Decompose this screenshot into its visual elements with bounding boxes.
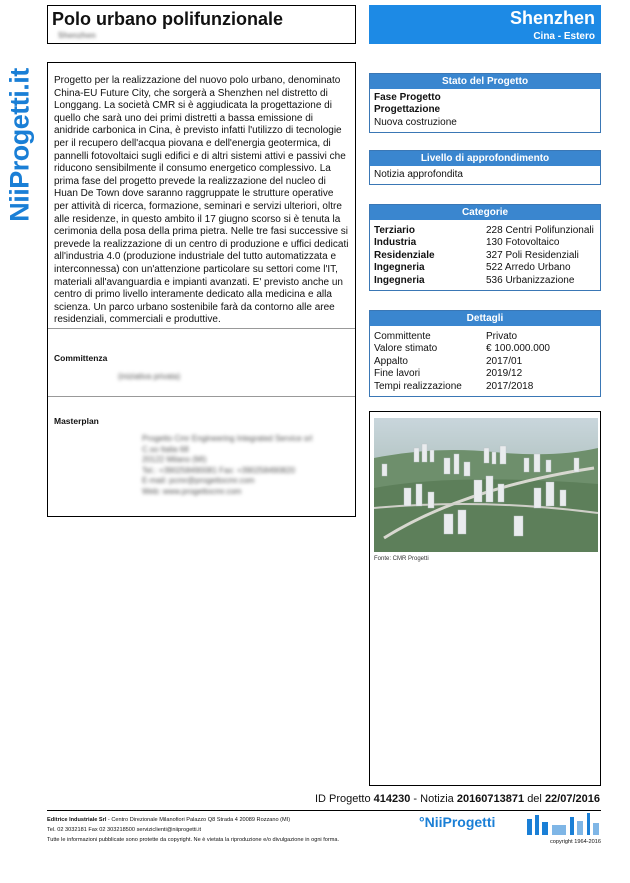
categoria-value: 327 Poli Residenziali	[486, 249, 579, 261]
footer-address: - Centro Direzionale Milanofiori Palazzo Q8 Strada 4 20089 Rozzano (MI)	[106, 817, 291, 823]
masterplan-line: Tel.: +390258490081 Fax: +390258490820	[142, 465, 296, 475]
dettaglio-key: Appalto	[374, 355, 408, 367]
city-name: Shenzhen	[509, 8, 595, 28]
masterplan-line: 20122 Milano (MI)	[142, 455, 207, 464]
dettaglio-value: Privato	[486, 331, 518, 342]
dettaglio-row	[374, 331, 596, 343]
divider	[48, 396, 355, 397]
categoria-row	[374, 262, 596, 274]
dettagli-header: Dettagli	[370, 311, 600, 326]
side-brand-logo: NiiProgetti.it	[4, 68, 35, 222]
skyline-icon	[525, 813, 601, 835]
categoria-value: 228 Centri Polifunzionali	[486, 225, 594, 236]
masterplan-line: Web: www.progettocmr.com	[142, 486, 242, 496]
dettaglio-key: Fine lavori	[374, 368, 421, 380]
categoria-key: Ingegneria	[374, 262, 425, 274]
masterplan-line: E-mail: pcmr@progettocmr.com	[142, 476, 255, 485]
livello-panel	[369, 150, 601, 185]
dettaglio-value: € 100.000.000	[486, 343, 550, 355]
page-footer	[47, 810, 601, 845]
stato-header: Stato del Progetto	[370, 74, 600, 89]
dettaglio-row	[374, 343, 596, 355]
project-place: Shenzhen	[58, 31, 96, 40]
categoria-row	[374, 237, 596, 249]
location-box	[369, 5, 601, 44]
categorie-panel	[369, 204, 601, 291]
photo-caption: Fonte: CMR Progetti	[374, 556, 429, 562]
dettaglio-key: Committente	[374, 331, 431, 342]
committenza-value: (iniziativa privata)	[118, 372, 181, 381]
stato-panel	[369, 73, 601, 133]
footer-brand-logo: °NiiProgetti	[419, 814, 496, 830]
dettaglio-value: 2017/2018	[486, 380, 534, 392]
footer-contacts: Tel. 02 3032181 Fax 02 303218500 serviziclienti@niiprogetti.it	[47, 827, 202, 833]
id-value: 414230	[373, 793, 411, 805]
dettagli-panel	[369, 310, 601, 397]
divider	[48, 328, 355, 329]
categoria-row	[374, 250, 596, 262]
dettaglio-value: 2017/01	[486, 355, 523, 367]
notizia-value: 20160713871	[456, 793, 525, 805]
categoria-key: Ingegneria	[374, 274, 425, 286]
categoria-row	[374, 275, 596, 287]
categoria-value: 130 Fotovoltaico	[486, 237, 560, 249]
masterplan-label: Masterplan	[54, 416, 99, 426]
masterplan-contacts	[142, 434, 312, 497]
categoria-key: Terziario	[374, 225, 415, 236]
footer-company-line	[47, 817, 427, 823]
footer-copyright: copyright 1964-2016	[549, 839, 601, 845]
dettaglio-row	[374, 356, 596, 368]
project-description-box	[47, 62, 356, 517]
dettaglio-key: Valore stimato	[374, 343, 438, 355]
country-name: Cina - Estero	[533, 31, 595, 42]
stato-phase-label: Fase Progetto	[374, 92, 441, 103]
project-title-box	[47, 5, 356, 44]
stato-phase-value: Progettazione	[374, 104, 441, 116]
categoria-value: 522 Arredo Urbano	[486, 262, 571, 274]
categoria-value: 536 Urbanizzazione	[486, 274, 575, 286]
categoria-row	[374, 225, 596, 237]
project-title: Polo urbano polifunzionale	[52, 9, 283, 29]
dettaglio-row	[374, 368, 596, 380]
notizia-label: - Notizia	[413, 793, 454, 805]
id-label: ID Progetto	[314, 793, 371, 805]
livello-header: Livello di approfondimento	[370, 151, 600, 166]
livello-value: Notizia approfondita	[374, 169, 463, 180]
footer-company: Editrice Industriale Srl	[47, 817, 107, 823]
project-id-line	[0, 793, 600, 805]
masterplan-line: C.so Italia 68	[142, 444, 189, 454]
project-aerial-photo	[374, 418, 598, 552]
categorie-header: Categorie	[370, 205, 600, 220]
footer-rights: Tutte le informazioni pubblicate sono protette da copyright. Ne è vietata la riproduzione e/o divulgazione in ogni forma.	[47, 837, 340, 843]
stato-type: Nuova costruzione	[374, 116, 457, 128]
dettaglio-key: Tempi realizzazione	[374, 380, 462, 392]
del-label: del	[527, 793, 542, 805]
notizia-date: 22/07/2016	[544, 793, 600, 805]
dettaglio-value: 2019/12	[486, 368, 523, 380]
photo-box	[369, 411, 601, 786]
categoria-key: Residenziale	[374, 249, 435, 261]
committenza-label: Committenza	[54, 353, 108, 363]
project-description: Progetto per la realizzazione del nuovo polo urbano, denominato China-EU Future City, che sorgerà a Shenzhen nel distretto di Longgang. La società CMR si è aggiudicata la progettazione di quello che sarà uno dei primi distretti a bassa emissione di anidride carbonica in Cina, è previsto infatti l'utilizzo di tecnologie per il recupero dell'acqua piovana e dell'energia geotermica, di pannelli fotovoltaici sugli edifici e di altri sistemi attivi e passivi che riducono sensibilmente il consumo energetico complessivo. La prima fase del progetto prevede la realizzazione del nucleo di Huan De Town dove saranno raggruppate le strutture operative per attività di ricerca, formazione, seminari e servizi ulteriori, oltre alle residenze, in questo ambito il 17 giugno scorso si è tenuta la cerimonia della posa della prima pietra. Nelle tre fasi successive si prevede la realizzazione di un centro di produzione e uffici dedicati all'industria 4.0 (produzione industriale del tutto automatizzata e interconnessa) con un'attenzione particolare su settori come l'IT, materiali all'avanguardia e impianti avanzati. E' previsto anche un centro di primo livello interamente dedicato alla medicina e alla scienza. Un parco urbano sostenibile farà da contorno alle aree residenziali, commerciali e produttive.	[54, 75, 349, 326]
dettaglio-row	[374, 381, 596, 393]
categoria-key: Industria	[374, 237, 417, 249]
masterplan-line: Progetto Cmr Engineering Integrated Service srl	[142, 434, 313, 443]
